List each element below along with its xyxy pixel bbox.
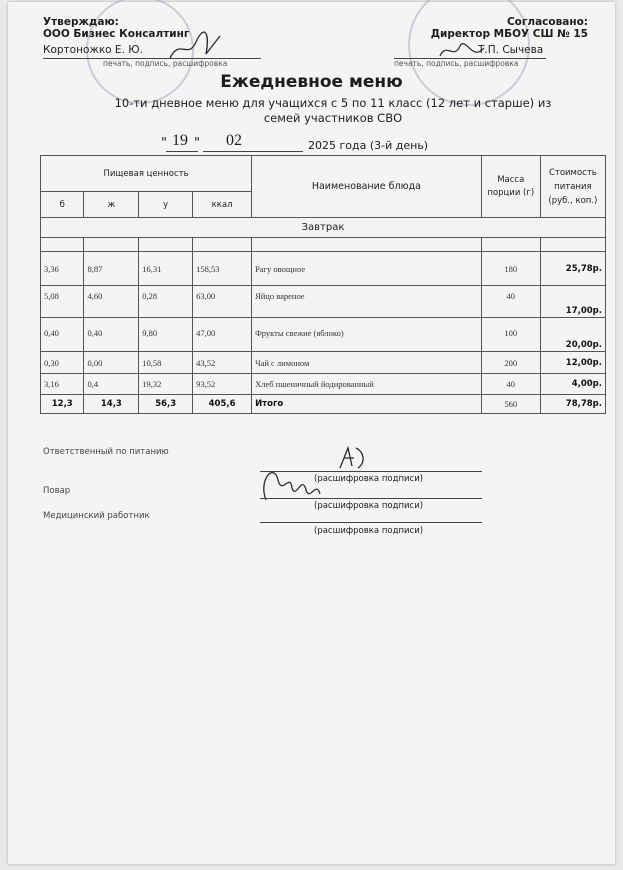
cell-u: 9,80 — [139, 318, 193, 352]
cell-kcal: 63,00 — [193, 286, 252, 318]
page-title: Ежедневное меню — [220, 72, 403, 92]
cell-b: 5,08 — [41, 286, 84, 318]
header-dish: Наименование блюда — [252, 156, 482, 218]
date-open-quote: " — [161, 136, 167, 151]
total-b: 12,3 — [41, 395, 84, 414]
approve-heading: Утверждаю: — [43, 16, 119, 28]
header-u: у — [139, 192, 193, 218]
menu-table — [40, 155, 606, 414]
total-label: Итого — [252, 395, 482, 414]
page-subtitle: 10-ти дневное меню для учащихся с 5 по 11 класс (12 лет и старше) из семей участников СВО — [114, 96, 552, 125]
table-row — [41, 286, 606, 318]
agree-position: Директор МБОУ СШ № 15 — [430, 28, 588, 40]
date-day: 19 — [172, 132, 188, 149]
header-zh: ж — [84, 192, 139, 218]
total-kcal: 405,6 — [193, 395, 252, 414]
cell-zh: 0,4 — [84, 374, 139, 395]
cell-cost: 20,00р. — [540, 318, 605, 352]
cell-zh: 8,87 — [84, 252, 139, 286]
cook-label: Повар — [43, 486, 71, 496]
date-month: 02 — [226, 132, 242, 149]
cell-zh: 0,00 — [84, 352, 139, 374]
total-row — [41, 395, 606, 414]
cook-note: (расшифровка подписи) — [314, 501, 424, 511]
cell-u: 0,28 — [139, 286, 193, 318]
total-cost: 78,78р. — [540, 395, 605, 414]
approve-org: ООО Бизнес Консалтинг — [43, 28, 190, 40]
cell-kcal: 43,52 — [193, 352, 252, 374]
cell-zh: 0,40 — [84, 318, 139, 352]
header-nutrition: Пищевая ценность — [41, 156, 252, 192]
cell-mass: 180 — [481, 252, 540, 286]
cell-kcal: 93,52 — [193, 374, 252, 395]
header-kcal: ккал — [193, 192, 252, 218]
approve-caption: печать, подпись, расшифровка — [103, 59, 228, 68]
table-row — [41, 252, 606, 286]
cell-dish: Яйцо вареное — [252, 286, 482, 318]
section-row — [41, 218, 606, 238]
cell-kcal: 47,00 — [193, 318, 252, 352]
cell-kcal: 158,53 — [193, 252, 252, 286]
cell-b: 3,36 — [41, 252, 84, 286]
agree-person: Т.П. Сычева — [478, 44, 544, 56]
date-year: 2025 года (3-й день) — [308, 139, 429, 152]
cook-signature — [256, 460, 326, 506]
cell-dish: Хлеб пшеничный йодированный — [252, 374, 482, 395]
header-cost: Стоимость питания (руб., коп.) — [540, 156, 605, 218]
cell-b: 0,40 — [41, 318, 84, 352]
cell-cost: 12,00р. — [540, 352, 605, 374]
cell-dish: Чай с лимоном — [252, 352, 482, 374]
cell-cost: 4,00р. — [540, 374, 605, 395]
cell-dish: Фрукты свежие (яблоко) — [252, 318, 482, 352]
cell-mass: 200 — [481, 352, 540, 374]
total-u: 56,3 — [139, 395, 193, 414]
cell-dish: Рагу овощное — [252, 252, 482, 286]
section-label: Завтрак — [41, 218, 606, 238]
table-header-row — [41, 156, 606, 192]
agree-caption: печать, подпись, расшифровка — [394, 59, 519, 68]
header-b: б — [41, 192, 84, 218]
cell-b: 0,30 — [41, 352, 84, 374]
table-row — [41, 318, 606, 352]
medic-label: Медицинский работник — [43, 511, 150, 521]
approve-person: Кортоножко Е. Ю. — [43, 44, 143, 56]
cell-u: 16,31 — [139, 252, 193, 286]
table-row — [41, 352, 606, 374]
responsible-label: Ответственный по питанию — [43, 447, 169, 457]
spacer-row — [41, 238, 606, 252]
total-mass: 560 — [481, 395, 540, 414]
cell-mass: 100 — [481, 318, 540, 352]
medic-note: (расшифровка подписи) — [314, 526, 424, 536]
header-mass: Масса порции (г) — [481, 156, 540, 218]
cell-mass: 40 — [481, 286, 540, 318]
responsible-signature — [336, 444, 370, 472]
cell-cost: 25,78р. — [540, 252, 605, 286]
cell-b: 3,16 — [41, 374, 84, 395]
table-row — [41, 374, 606, 395]
total-zh: 14,3 — [84, 395, 139, 414]
cell-zh: 4,60 — [84, 286, 139, 318]
cell-u: 10,58 — [139, 352, 193, 374]
responsible-note: (расшифровка подписи) — [314, 474, 424, 484]
cell-cost: 17,00р. — [540, 286, 605, 318]
cell-u: 19,32 — [139, 374, 193, 395]
date-close-quote: " — [194, 136, 200, 151]
document-sheet — [8, 2, 615, 864]
agree-heading: Согласовано: — [506, 16, 588, 28]
cell-mass: 40 — [481, 374, 540, 395]
